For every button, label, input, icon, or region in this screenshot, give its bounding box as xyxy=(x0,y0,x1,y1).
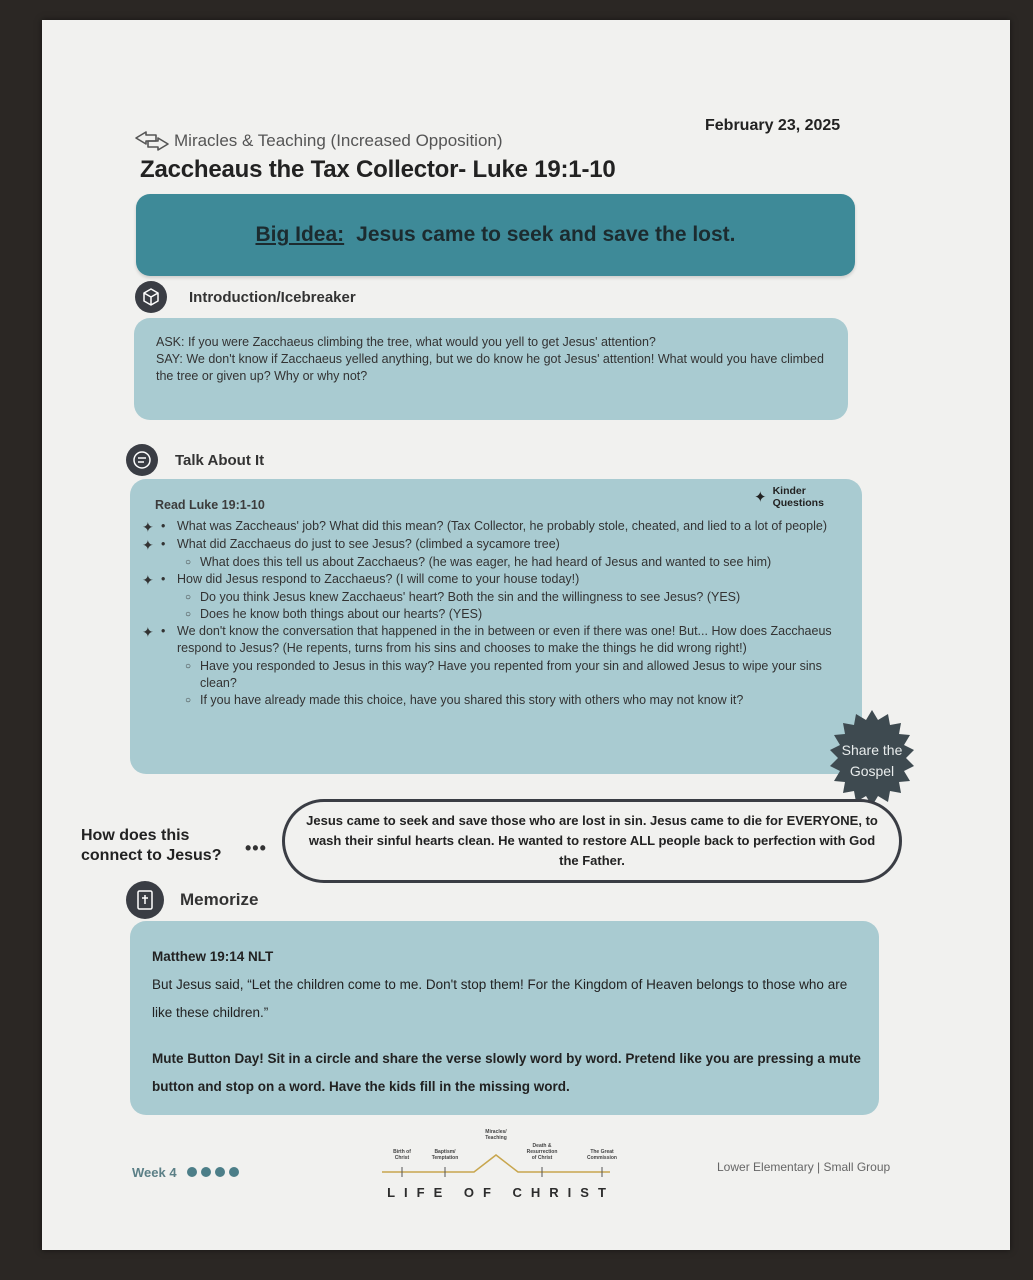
unit-label: Miracles & Teaching (Increased Opposition) xyxy=(174,131,503,150)
talk-about-it-title: Talk About It xyxy=(175,452,265,469)
intro-ask: ASK: If you were Zacchaeus climbing the tree, what would you yell to get Jesus' attention? xyxy=(156,335,656,349)
bullet: ○ xyxy=(185,592,192,603)
timeline-baptism-line1: Baptism/ xyxy=(434,1149,456,1155)
sub-question-text: Does he know both things about our hearts? (YES) xyxy=(200,607,483,621)
question-item xyxy=(142,536,845,553)
ellipsis-dots: ••• xyxy=(245,838,267,858)
share-line-2: Gospel xyxy=(849,763,895,779)
week-dot xyxy=(187,1167,197,1177)
big-idea-banner xyxy=(136,194,855,276)
sparkle-icon: ✦ xyxy=(754,489,767,506)
timeline-commission-line1: The Great xyxy=(590,1149,614,1155)
sub-question-item xyxy=(155,658,845,692)
week-dot xyxy=(215,1167,225,1177)
introduction-title: Introduction/Icebreaker xyxy=(189,289,356,306)
discussion-questions xyxy=(142,497,845,709)
chat-bubble-icon xyxy=(126,444,158,476)
bullet: ○ xyxy=(185,557,192,568)
kinder-questions-legend xyxy=(754,485,833,509)
unit-heading xyxy=(134,130,503,152)
sub-question-item xyxy=(155,606,845,623)
sub-question-item xyxy=(155,692,845,709)
timeline-death-line2: Resurrection xyxy=(526,1149,558,1155)
timeline-birth-line1: Birth of xyxy=(393,1149,411,1155)
connect-answer: Jesus came to seek and save those who are lost in sin. Jesus came to die for EVERYONE, to wash their sinful hearts clean. He wanted to restore ALL people back to perfection with God the Father. xyxy=(306,813,878,868)
program-label: Lower Elementary | Small Group xyxy=(717,1160,891,1174)
timeline-baptism-line2: Temptation xyxy=(431,1155,459,1161)
verse-text: But Jesus said, “Let the children come to me. Don't stop them! For the Kingdom of Heaven belongs to those who are like these children.” xyxy=(152,977,848,1020)
timeline-commission-line2: Commission xyxy=(586,1155,618,1161)
bullet: ○ xyxy=(185,695,192,706)
sparkle-icon: ✦ xyxy=(142,572,154,588)
reading-reference: Read Luke 19:1-10 xyxy=(155,498,265,512)
sub-question-text: Do you think Jesus knew Zacchaeus' heart? Both the sin and the willingness to see Jesus? (YES) xyxy=(200,590,741,604)
timeline-death-line3: of Christ xyxy=(531,1155,553,1161)
question-item xyxy=(142,623,845,657)
verse-reference: Matthew 19:14 NLT xyxy=(152,949,274,964)
timeline-birth-line2: Christ xyxy=(394,1155,410,1161)
big-idea-text: Jesus came to seek and save the lost. xyxy=(356,223,736,246)
starburst-shape xyxy=(830,710,914,806)
week-label: Week 4 xyxy=(132,1165,177,1180)
lesson-title: Zaccheaus the Tax Collector- Luke 19:1-10 xyxy=(140,156,616,183)
week-indicator xyxy=(132,1165,243,1180)
question-item xyxy=(142,518,845,535)
bullet: ○ xyxy=(185,661,192,672)
sparkle-icon: ✦ xyxy=(142,537,154,553)
question-text: How did Jesus respond to Zacchaeus? (I will come to your house today!) xyxy=(177,572,580,586)
share-line-1: Share the xyxy=(841,742,903,758)
question-item xyxy=(142,571,845,588)
double-arrow-icon xyxy=(134,130,170,152)
timeline-death-line1: Death & xyxy=(532,1143,552,1149)
introduction-text xyxy=(156,334,826,385)
question-text: What did Zacchaeus do just to see Jesus? (climbed a sycamore tree) xyxy=(177,537,560,551)
memorize-title: Memorize xyxy=(180,890,259,909)
bible-icon xyxy=(126,881,164,919)
bullet: • xyxy=(161,624,166,638)
sparkle-icon: ✦ xyxy=(142,519,154,535)
life-of-christ-timeline xyxy=(372,1125,630,1203)
share-the-gospel-badge xyxy=(822,708,922,808)
sub-question-text: If you have already made this choice, have you shared this story with others who may not know it? xyxy=(200,693,744,707)
big-idea-label: Big Idea: xyxy=(255,223,345,246)
sub-question-item xyxy=(155,554,845,571)
timeline-title: LIFE OF CHRIST xyxy=(387,1185,615,1200)
memorize-box xyxy=(130,921,879,1115)
sub-question-item xyxy=(155,589,845,606)
cube-icon xyxy=(135,281,167,313)
memorize-activity: Mute Button Day! Sit in a circle and share the verse slowly word by word. Pretend like you are pressing a mute button and stop on a word. Have the kids fill in the missing word. xyxy=(152,1051,861,1094)
connect-answer-box xyxy=(282,799,902,883)
talk-about-it-box xyxy=(130,479,862,774)
worksheet-page xyxy=(42,20,1010,1250)
sparkle-icon: ✦ xyxy=(142,624,154,640)
bullet: ○ xyxy=(185,609,192,620)
intro-say: SAY: We don't know if Zacchaeus yelled anything, but we do know he got Jesus' attention! What would you have climbed the tree or given up? Why or why not? xyxy=(156,352,824,383)
bullet: • xyxy=(161,519,166,533)
kinder-questions-label: Kinder Questions xyxy=(772,485,824,509)
lesson-date: February 23, 2025 xyxy=(705,117,841,134)
question-text: We don't know the conversation that happened in the in between or even if there was one! But... How does Zacchaeus respond to Jesus? (He repents, turns from his sins and chooses to make the things he did wrong right!) xyxy=(177,624,832,655)
sub-question-text: What does this tell us about Zacchaeus? (he was eager, he had heard of Jesus and wanted to see him) xyxy=(200,555,772,569)
timeline-miracles-line1: Miracles/ xyxy=(485,1129,507,1135)
week-dots xyxy=(187,1165,243,1180)
bullet: • xyxy=(161,537,166,551)
connect-question: How does this connect to Jesus? xyxy=(81,827,222,864)
week-dot xyxy=(229,1167,239,1177)
bullet: • xyxy=(161,572,166,586)
question-text: What was Zaccheaus' job? What did this mean? (Tax Collector, he probably stole, cheated, and lied to a lot of people) xyxy=(177,519,827,533)
timeline-miracles-line2: Teaching xyxy=(485,1135,507,1141)
week-dot xyxy=(201,1167,211,1177)
sub-question-text: Have you responded to Jesus in this way? Have you repented from your sin and allowed Jesus to wipe your sins clean? xyxy=(200,659,822,690)
memorize-content xyxy=(152,943,862,1101)
introduction-box xyxy=(134,318,848,420)
